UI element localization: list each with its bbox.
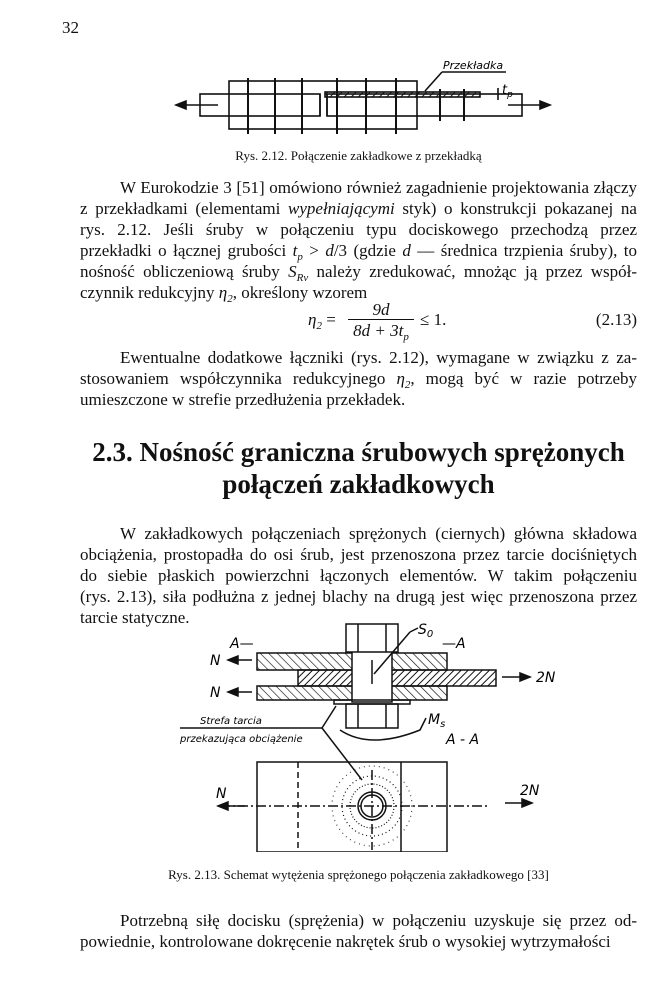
text-segment: S	[288, 262, 297, 281]
figure-preloaded-lap-joint	[150, 620, 570, 852]
text-segment: , określony wzorem	[232, 283, 368, 302]
equation-lhs: $\eta_2$ =	[308, 310, 336, 332]
text-segment: Ewentualne dodatkowe łączniki (rys. 2.12), wymagane w związku z za-	[120, 348, 637, 367]
text-line	[80, 240, 637, 261]
text-line	[80, 565, 637, 586]
text-segment: tarcie statyczne.	[80, 608, 190, 627]
paragraph-1	[80, 177, 637, 303]
text-segment: — średnica trzpienia śruby), to	[410, 241, 638, 260]
plan-force-n-label: N	[216, 786, 227, 802]
text-segment: /3 (gdzie	[333, 241, 403, 260]
text-segment: Potrzebną siłę docisku (sprężenia) w połączeniu uzyskuje się przez od-	[120, 911, 637, 930]
text-segment: powiednie, kontrolowane dokręcenie nakrętek śrub o wysokiej wytrzymałości	[80, 932, 611, 951]
text-segment: W zakładkowych połączeniach sprężonych (ciernych) główna składowa	[120, 524, 637, 543]
text-line	[80, 219, 637, 240]
equation-rhs: ≤ 1.	[420, 310, 447, 329]
text-line	[80, 910, 637, 931]
spacer-label: Przekładka	[443, 59, 504, 72]
section-a-a-label: A - A	[446, 732, 480, 748]
equation-number: (2.13)	[595, 310, 637, 329]
heading-line-2: połączeń zakładkowych	[222, 469, 495, 499]
text-segment: czynnik redukcyjny	[80, 283, 219, 302]
text-line	[80, 523, 637, 544]
text-line	[80, 389, 637, 410]
force-n-top-label: N	[210, 653, 221, 669]
text-segment: , mogą być w razie potrzeby	[410, 369, 637, 388]
friction-zone-label-2: przekazująca obciążenie	[180, 734, 303, 745]
text-segment: W Eurokodzie 3 [51] omówiono również zagadnienie projektowania złączy	[120, 178, 637, 197]
figure-lap-joint-with-spacer	[160, 40, 560, 150]
text-segment: 2	[404, 379, 411, 391]
text-line	[80, 931, 637, 952]
text-segment: umieszczone w strefie przedłużenia przekładek.	[80, 390, 406, 409]
text-line	[80, 177, 637, 198]
text-segment: przekładki o łącznej grubości	[80, 241, 293, 260]
paragraph-2	[80, 347, 637, 410]
text-segment: do siebie płaskich powierzchni łączonych elementów. W takim połączeniu	[80, 566, 637, 585]
force-2n-label: 2N	[536, 670, 556, 686]
paragraph-4	[80, 910, 637, 952]
text-segment: należy zredukować, mnożąc ją przez współ-	[308, 262, 637, 281]
friction-zone-label-1: Strefa tarcia	[200, 716, 262, 727]
text-segment: η	[218, 283, 228, 302]
text-segment: t	[292, 241, 298, 260]
section-mark-right: —A	[442, 636, 466, 652]
page-number: 32	[62, 18, 79, 37]
equation-denominator: $8d + 3t_p$	[353, 321, 409, 343]
text-segment: stosowaniem współczynnika redukcyjnego	[80, 369, 397, 388]
text-line	[80, 347, 637, 368]
text-segment: p	[297, 251, 303, 263]
text-line	[80, 544, 637, 565]
text-line	[80, 586, 637, 607]
text-segment: nośność obliczeniową śruby	[80, 262, 289, 281]
figure-2-13-caption: Rys. 2.13. Schemat wytężenia sprężonego połączenia zakładkowego [33]	[168, 867, 549, 882]
preload-force-label: $S_0$	[418, 622, 434, 640]
equation-2-13	[80, 300, 637, 342]
equation-numerator: 9d	[348, 300, 414, 320]
plan-force-2n-label: 2N	[520, 783, 540, 799]
text-segment: z przekładkami (elementami	[80, 199, 289, 218]
figure-2-12-caption: Rys. 2.12. Połączenie zakładkowe z przekładką	[235, 148, 482, 163]
text-segment: Rv	[296, 272, 309, 284]
section-heading	[80, 436, 637, 500]
text-line	[80, 198, 637, 219]
spacer-thickness-label: $t_p$	[502, 83, 513, 100]
text-segment: (rys. 2.13), siła podłużna z jednej blachy na drugą jest więc przenoszona przez	[80, 587, 637, 606]
text-line	[80, 261, 637, 282]
text-line	[80, 368, 637, 389]
text-segment: d	[402, 241, 411, 260]
text-segment: η	[396, 369, 405, 388]
text-segment: styk) o konstrukcji pokazanej na	[394, 199, 637, 218]
text-segment: >	[302, 241, 326, 260]
text-segment: rys. 2.12. Jeśli śruby w połączeniu typu dociskowego przechodzą przez	[80, 220, 637, 239]
text-segment: 2	[227, 293, 233, 305]
heading-line-1: 2.3. Nośność graniczna śrubowych sprężonych	[92, 437, 625, 467]
text-segment: wypełniającymi	[288, 199, 395, 218]
paragraph-3	[80, 523, 637, 628]
section-mark-left: A—	[230, 636, 254, 652]
text-segment: d	[325, 241, 334, 260]
text-segment: obciążenia, prostopadła do osi śrub, jest przenoszona przez tarcie dociśniętych	[80, 545, 637, 564]
force-n-bottom-label: N	[210, 685, 221, 701]
torque-label: $M_s$	[428, 712, 446, 730]
